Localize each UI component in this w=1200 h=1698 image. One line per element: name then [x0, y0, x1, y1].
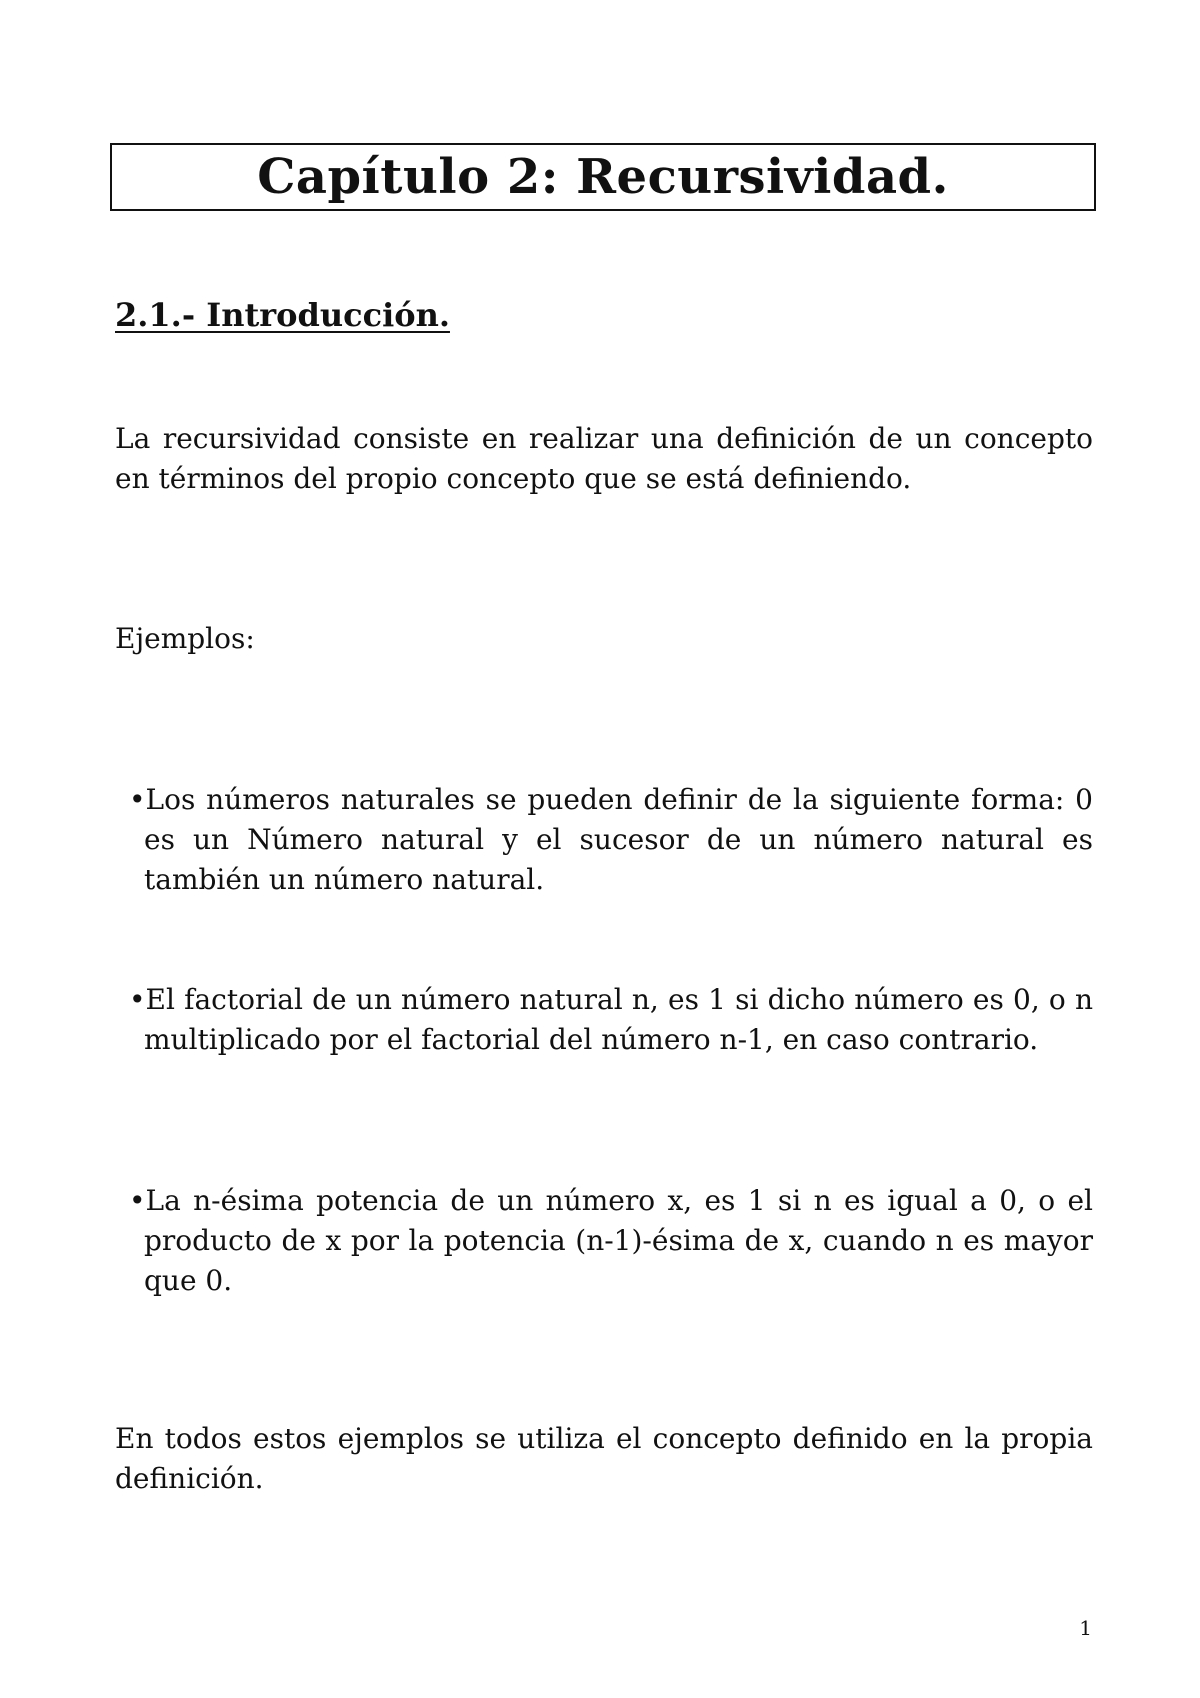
chapter-title-box: [110, 143, 1096, 211]
bullet-icon: •: [129, 1184, 146, 1217]
section-heading: 2.1.- Introducción.: [115, 296, 450, 334]
bullet-text-factorial: El factorial de un número natural n, es 1 si dicho número es 0, o n multiplicado por el factorial del número n-1, en caso contrario.: [144, 983, 1093, 1056]
bullet-icon: •: [129, 783, 146, 816]
chapter-title: Capítulo 2: Recursividad.: [257, 149, 949, 205]
bullet-text: [115, 1181, 1093, 1301]
bullet-icon: •: [129, 983, 146, 1016]
bullet-item-power: [115, 1181, 1093, 1301]
examples-label: Ejemplos:: [115, 622, 255, 655]
bullet-item-factorial: [115, 980, 1093, 1060]
bullet-text: [115, 780, 1093, 900]
bullet-item-natural-numbers: [115, 780, 1093, 900]
closing-paragraph: En todos estos ejemplos se utiliza el concepto definido en la propia definición.: [115, 1422, 1093, 1495]
bullet-text: [115, 980, 1093, 1060]
bullet-text-power: La n-ésima potencia de un número x, es 1 si n es igual a 0, o el producto de x por la potencia (n-1)-ésima de x, cuando n es mayor que 0.: [144, 1184, 1093, 1297]
bullet-text-natural-numbers: Los números naturales se pueden definir de la siguiente forma: 0 es un Número natural y el sucesor de un número natural es también un número natural.: [144, 783, 1093, 896]
intro-paragraph: La recursividad consiste en realizar una definición de un concepto en términos del propio concepto que se está definiendo.: [115, 422, 1093, 495]
page-number: 1: [1079, 1616, 1092, 1640]
